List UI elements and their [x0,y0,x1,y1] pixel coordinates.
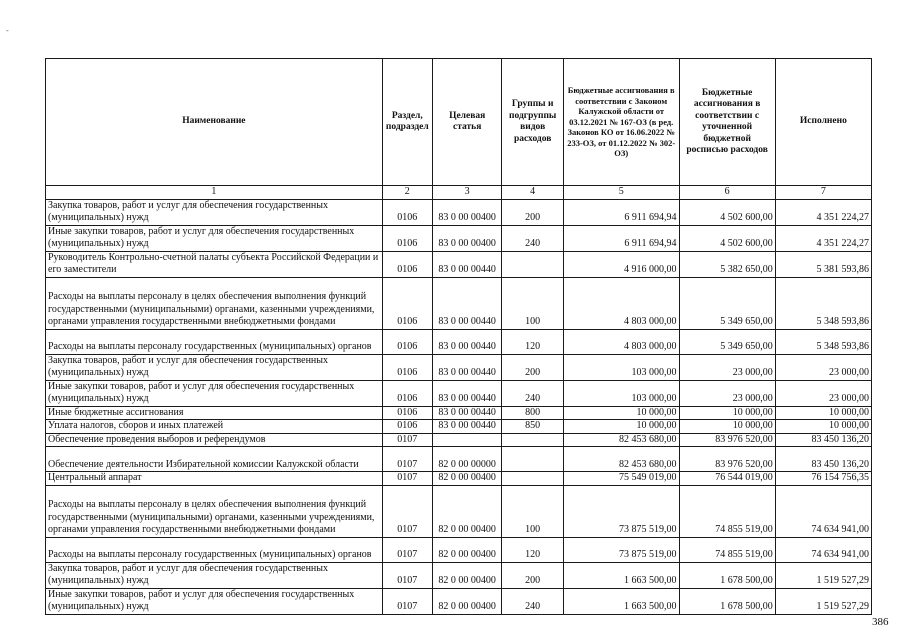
table-row [46,251,872,277]
row-name-cell: Закупка товаров, работ и услуг для обеспечения государственных (муниципальных) нужд [46,199,383,225]
page-number: 386 [872,616,889,628]
column-number-row [46,186,872,200]
statya-cell [432,433,502,447]
statya-cell: 82 0 00 00400 [432,537,502,562]
row-name-cell: Иные закупки товаров, работ и услуг для обеспечения государственных (муниципальных) нужд [46,588,383,614]
razdel-cell: 0107 [382,447,432,472]
row-name-cell: Закупка товаров, работ и услуг для обеспечения государственных (муниципальных) нужд [46,354,383,380]
ispolneno-amount-cell: 10 000,00 [775,420,871,434]
ispolneno-amount-cell: 1 519 527,29 [775,588,871,614]
ispolneno-amount-cell: 5 348 593,86 [775,277,871,329]
row-name-cell: Расходы на выплаты персоналу государственных (муниципальных) органов [46,537,383,562]
zakon-amount-cell: 103 000,00 [563,354,679,380]
zakon-amount-cell: 73 875 519,00 [563,537,679,562]
statya-cell: 82 0 00 00400 [432,485,502,537]
header-name: Наименование [46,59,383,186]
rospis-amount-cell: 5 349 650,00 [679,277,775,329]
razdel-cell: 0107 [382,485,432,537]
header-row [46,59,872,186]
rospis-amount-cell: 23 000,00 [679,354,775,380]
statya-cell: 83 0 00 00440 [432,420,502,434]
ispolneno-amount-cell: 5 348 593,86 [775,329,871,354]
rospis-amount-cell: 1 678 500,00 [679,562,775,588]
column-number: 3 [432,186,502,200]
row-name-cell: Расходы на выплаты персоналу государственных (муниципальных) органов [46,329,383,354]
zakon-amount-cell: 4 916 000,00 [563,251,679,277]
ispolneno-amount-cell: 23 000,00 [775,380,871,406]
razdel-cell: 0106 [382,251,432,277]
ispolneno-amount-cell: 74 634 941,00 [775,485,871,537]
column-number: 6 [679,186,775,200]
razdel-cell: 0107 [382,588,432,614]
razdel-cell: 0106 [382,380,432,406]
rospis-amount-cell: 4 502 600,00 [679,199,775,225]
statya-cell: 82 0 00 00400 [432,562,502,588]
rospis-amount-cell: 76 544 019,00 [679,472,775,486]
vid-cell: 200 [502,199,563,225]
razdel-cell: 0106 [382,199,432,225]
row-name-cell: Иные бюджетные ассигнования [46,406,383,420]
razdel-cell: 0107 [382,472,432,486]
header-vid: Группы и подгруппы видов расходов [502,59,563,186]
vid-cell: 100 [502,485,563,537]
table-row [46,380,872,406]
ispolneno-amount-cell: 1 519 527,29 [775,562,871,588]
table-row [46,433,872,447]
razdel-cell: 0106 [382,277,432,329]
header-zakon: Бюджетные ассигнования в соответствии с Законом Калужской области от 03.12.2021 № 167-ОЗ (в ред. Законов КО от 16.06.2022 № 233-ОЗ, от 01.12.2022 № 302-ОЗ) [563,59,679,186]
statya-cell: 82 0 00 00400 [432,588,502,614]
rospis-amount-cell: 74 855 519,00 [679,537,775,562]
razdel-cell: 0106 [382,406,432,420]
zakon-amount-cell: 10 000,00 [563,406,679,420]
header-ispolneno: Исполнено [775,59,871,186]
table-row [46,199,872,225]
row-name-cell: Расходы на выплаты персоналу в целях обеспечения выполнения функций государственными (муниципальными) органами, казенными учреждениями, органами управления государственными внебюджетными фондами [46,485,383,537]
vid-cell [502,433,563,447]
statya-cell: 82 0 00 00000 [432,447,502,472]
table-row [46,277,872,329]
vid-cell [502,472,563,486]
razdel-cell: 0106 [382,225,432,251]
zakon-amount-cell: 6 911 694,94 [563,199,679,225]
table-row [46,537,872,562]
vid-cell: 240 [502,380,563,406]
ispolneno-amount-cell: 5 381 593,86 [775,251,871,277]
rospis-amount-cell: 23 000,00 [679,380,775,406]
razdel-cell: 0107 [382,537,432,562]
zakon-amount-cell: 4 803 000,00 [563,277,679,329]
column-number: 5 [563,186,679,200]
zakon-amount-cell: 82 453 680,00 [563,447,679,472]
table-row [46,485,872,537]
ispolneno-amount-cell: 10 000,00 [775,406,871,420]
row-name-cell: Иные закупки товаров, работ и услуг для обеспечения государственных (муниципальных) нужд [46,380,383,406]
zakon-amount-cell: 73 875 519,00 [563,485,679,537]
table-row [46,354,872,380]
zakon-amount-cell: 1 663 500,00 [563,562,679,588]
rospis-amount-cell: 74 855 519,00 [679,485,775,537]
header-statya: Целевая статья [432,59,502,186]
budget-table [45,58,872,615]
razdel-cell: 0106 [382,329,432,354]
razdel-cell: 0107 [382,562,432,588]
razdel-cell: 0107 [382,433,432,447]
row-name-cell: Закупка товаров, работ и услуг для обеспечения государственных (муниципальных) нужд [46,562,383,588]
zakon-amount-cell: 1 663 500,00 [563,588,679,614]
column-number: 2 [382,186,432,200]
corner-mark: ‐ [6,26,9,35]
vid-cell [502,447,563,472]
zakon-amount-cell: 103 000,00 [563,380,679,406]
ispolneno-amount-cell: 76 154 756,35 [775,472,871,486]
vid-cell [502,251,563,277]
table-row [46,406,872,420]
rospis-amount-cell: 83 976 520,00 [679,433,775,447]
vid-cell: 240 [502,225,563,251]
ispolneno-amount-cell: 83 450 136,20 [775,433,871,447]
statya-cell: 83 0 00 00440 [432,251,502,277]
table-row [46,329,872,354]
table-row [46,588,872,614]
column-number: 4 [502,186,563,200]
razdel-cell: 0106 [382,354,432,380]
header-razdel: Раздел, подраздел [382,59,432,186]
header-rospis: Бюджетные ассигнования в соответствии с уточненной бюджетной росписью расходов [679,59,775,186]
ispolneno-amount-cell: 74 634 941,00 [775,537,871,562]
row-name-cell: Обеспечение деятельности Избирательной комиссии Калужской области [46,447,383,472]
vid-cell: 850 [502,420,563,434]
vid-cell: 120 [502,329,563,354]
vid-cell: 100 [502,277,563,329]
table-row [46,472,872,486]
rospis-amount-cell: 4 502 600,00 [679,225,775,251]
table-row [46,225,872,251]
ispolneno-amount-cell: 23 000,00 [775,354,871,380]
vid-cell: 200 [502,562,563,588]
vid-cell: 800 [502,406,563,420]
statya-cell: 83 0 00 00440 [432,354,502,380]
column-number: 1 [46,186,383,200]
zakon-amount-cell: 6 911 694,94 [563,225,679,251]
statya-cell: 83 0 00 00400 [432,225,502,251]
rospis-amount-cell: 10 000,00 [679,420,775,434]
rospis-amount-cell: 5 349 650,00 [679,329,775,354]
table-row [46,562,872,588]
row-name-cell: Центральный аппарат [46,472,383,486]
column-number: 7 [775,186,871,200]
row-name-cell: Обеспечение проведения выборов и референдумов [46,433,383,447]
rospis-amount-cell: 5 382 650,00 [679,251,775,277]
ispolneno-amount-cell: 83 450 136,20 [775,447,871,472]
vid-cell: 200 [502,354,563,380]
table-row [46,447,872,472]
statya-cell: 83 0 00 00440 [432,277,502,329]
row-name-cell: Уплата налогов, сборов и иных платежей [46,420,383,434]
zakon-amount-cell: 10 000,00 [563,420,679,434]
row-name-cell: Руководитель Контрольно-счетной палаты субъекта Российской Федерации и его заместители [46,251,383,277]
table-row [46,420,872,434]
statya-cell: 83 0 00 00440 [432,329,502,354]
row-name-cell: Расходы на выплаты персоналу в целях обеспечения выполнения функций государственными (муниципальными) органами, казенными учреждениями, органами управления государственными внебюджетными фондами [46,277,383,329]
statya-cell: 83 0 00 00440 [432,380,502,406]
rospis-amount-cell: 83 976 520,00 [679,447,775,472]
table-body [46,199,872,614]
razdel-cell: 0106 [382,420,432,434]
rospis-amount-cell: 10 000,00 [679,406,775,420]
rospis-amount-cell: 1 678 500,00 [679,588,775,614]
statya-cell: 83 0 00 00440 [432,406,502,420]
statya-cell: 83 0 00 00400 [432,199,502,225]
statya-cell: 82 0 00 00400 [432,472,502,486]
ispolneno-amount-cell: 4 351 224,27 [775,225,871,251]
row-name-cell: Иные закупки товаров, работ и услуг для обеспечения государственных (муниципальных) нужд [46,225,383,251]
zakon-amount-cell: 82 453 680,00 [563,433,679,447]
ispolneno-amount-cell: 4 351 224,27 [775,199,871,225]
vid-cell: 240 [502,588,563,614]
zakon-amount-cell: 75 549 019,00 [563,472,679,486]
zakon-amount-cell: 4 803 000,00 [563,329,679,354]
vid-cell: 120 [502,537,563,562]
